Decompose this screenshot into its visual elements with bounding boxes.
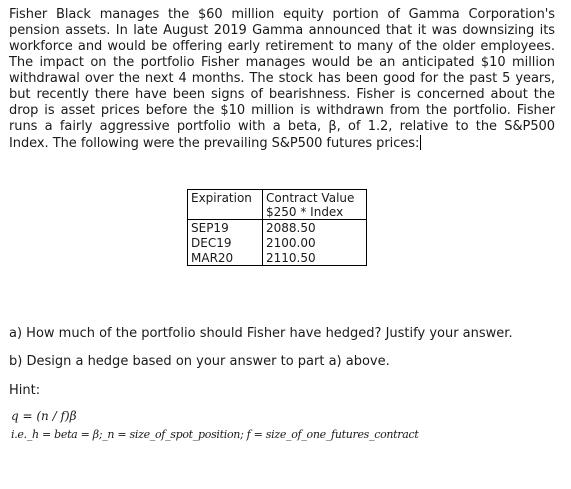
expiration-cell: MAR20 xyxy=(188,250,263,266)
hedge-formula: q = (n / f)β xyxy=(11,409,77,423)
problem-line: Index. The following were the prevailing S&P500 futures prices: xyxy=(9,136,420,151)
table-row xyxy=(188,220,367,236)
table-row xyxy=(188,235,367,250)
text-cursor xyxy=(420,135,421,150)
question-b: b) Design a hedge based on your answer to part a) above. xyxy=(9,354,390,369)
problem-line: but recently there have been signs of bearishness. Fisher is concerned about the xyxy=(9,87,555,102)
header-contract-value-line1: Contract Value xyxy=(266,191,355,205)
header-contract-value-line2: $250 * Index xyxy=(266,205,344,219)
header-contract-value xyxy=(263,190,367,220)
expiration-cell: SEP19 xyxy=(188,220,263,236)
futures-price-table xyxy=(187,189,367,266)
problem-line: The impact on the portfolio Fisher manages would be an anticipated $10 million xyxy=(9,55,555,70)
problem-line: runs a fairly aggressive portfolio with a beta, β, of 1.2, relative to the S&P500 xyxy=(9,119,555,134)
table-header-row xyxy=(188,190,367,220)
formula-definitions: i.e._h = beta = β;_n = size_of_spot_position; f = size_of_one_futures_contract xyxy=(11,428,419,441)
problem-line: drop is asset prices before the $10 million is withdrawn from the portfolio. Fisher xyxy=(9,103,555,118)
question-a: a) How much of the portfolio should Fisher have hedged? Justify your answer. xyxy=(9,326,513,341)
problem-line-last[interactable] xyxy=(9,135,555,152)
expiration-cell: DEC19 xyxy=(188,235,263,250)
problem-line: Fisher Black manages the $60 million equity portion of Gamma Corporation's xyxy=(9,7,555,22)
value-cell: 2100.00 xyxy=(263,235,367,250)
problem-line: pension assets. In late August 2019 Gamma announced that it was downsizing its xyxy=(9,23,555,38)
value-cell: 2088.50 xyxy=(263,220,367,236)
table-row xyxy=(188,250,367,266)
hint-label: Hint: xyxy=(9,383,41,398)
problem-line: workforce and would be offering early retirement to many of the older employees. xyxy=(9,39,555,54)
problem-statement xyxy=(9,7,555,152)
header-expiration: Expiration xyxy=(188,190,263,220)
problem-line: withdrawal over the next 4 months. The stock has been good for the past 5 years, xyxy=(9,71,555,86)
value-cell: 2110.50 xyxy=(263,250,367,266)
